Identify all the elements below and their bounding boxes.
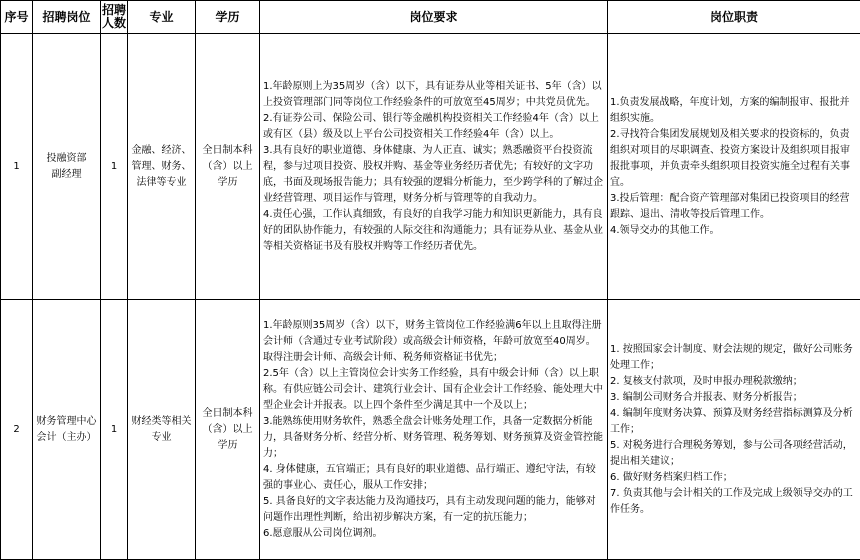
- duty-item: 1. 按照国家会计制度、财会法规的规定，做好公司账务处理工作；: [610, 343, 853, 371]
- cell-requirements: [260, 34, 608, 300]
- duty-item: 3. 编制公司财务合并报表、财务分析报告；: [610, 391, 803, 403]
- cell-position: 财务管理中心会计（主办）: [33, 300, 101, 560]
- header-count-line1: 招聘: [101, 3, 126, 17]
- requirement-item: 1.年龄原则上为35周岁（含）以下，具有证券从业等相关证书、5年（含）以上投资管理部门同等岗位工作经验条件的可放宽至45周岁；中共党员优先。: [263, 80, 602, 108]
- duty-item: 2.寻找符合集团发展规划及相关要求的投资标的，负责组织对项目的尽职调查、投资方案设计及组织项目报审报批事项，并负责牵头组织项目投资实施全过程有关事宜。: [610, 128, 850, 188]
- duty-item: 6. 做好财务档案归档工作；: [610, 471, 733, 483]
- duty-item: 7. 负责其他与会计相关的工作及完成上级领导交办的工作任务。: [610, 487, 853, 515]
- cell-count: 1: [101, 300, 128, 560]
- requirement-item: 3.能熟练使用财务软件，熟悉全盘会计账务处理工作，具备一定数据分析能力，具备财务分析、经营分析、财务管理、税务筹划、财务预算及资金管控能力；: [263, 415, 603, 459]
- requirement-item: 6.愿意服从公司岗位调剂。: [263, 527, 383, 539]
- cell-education: 全日制本科（含）以上学历: [196, 34, 260, 300]
- requirement-item: 2.5年（含）以上主管岗位会计实务工作经验，具有中级会计师（含）以上职称。有供应链公司会计、建筑行业会计、国有企业会计工作经验、能处理大中型企业会计并报表。以上四个条件至少满足其中一个及以上；: [263, 367, 603, 411]
- header-no: 序号: [1, 1, 33, 34]
- requirement-item: 1.年龄原则35周岁（含）以下，财务主管岗位工作经验满6年以上且取得注册会计师（含通过专业考试阶段）或高级会计师资格，年龄可放宽至40周岁。取得注册会计师、高级会计师、税务师资格证书优先；: [263, 319, 602, 363]
- header-education: 学历: [196, 1, 260, 34]
- cell-no: 2: [1, 300, 33, 560]
- duty-item: 5. 对税务进行合理税务筹划，参与公司各项经营活动，提出相关建议；: [610, 439, 853, 467]
- duty-item: 3.投后管理：配合资产管理部对集团已投资项目的经营跟踪、退出、清收等投后管理工作。: [610, 192, 850, 220]
- header-count: [101, 1, 128, 34]
- duty-item: 1.负责发展战略，年度计划，方案的编制报审、报批并组织实施。: [610, 96, 850, 124]
- header-count-line2: 人数: [101, 16, 126, 30]
- header-major: 专业: [128, 1, 196, 34]
- cell-count: 1: [101, 34, 128, 300]
- cell-education: 全日制本科（含）以上学历: [196, 300, 260, 560]
- requirement-item: 3.具有良好的职业道德、身体健康、为人正直、诚实；熟悉融资平台投资流程，参与过项目投资、股权并购、基金等业务经历者优先；有较好的文字功底，书面及现场报告能力；具有较强的逻辑分析能力，至少跨学科的了解过企业经营管理、项目运作与管理，财务分析与管理等的自我动力。: [263, 144, 603, 204]
- requirement-item: 4. 身体健康，五官端正；具有良好的职业道德、品行端正、遵纪守法，有较强的事业心、责任心，服从工作安排；: [263, 463, 596, 491]
- table-row: [1, 300, 860, 560]
- header-requirements: 岗位要求: [260, 1, 608, 34]
- cell-major: 财经类等相关专业: [128, 300, 196, 560]
- cell-no: 1: [1, 34, 33, 300]
- requirement-item: 5. 具备良好的文字表达能力及沟通技巧，具有主动发现问题的能力，能够对问题作出理性判断，给出初步解决方案，有一定的抗压能力；: [263, 495, 596, 523]
- cell-position: 投融资部副经理: [33, 34, 101, 300]
- table-row: [1, 34, 860, 300]
- duty-item: 2. 复核支付款项，及时申报办理税款缴纳；: [610, 375, 803, 387]
- header-position: 招聘岗位: [33, 1, 101, 34]
- requirement-item: 2.有证券公司、保险公司、银行等金融机构投资相关工作经验4年（含）以上或有区（县）级及以上平台公司投资相关工作经验4年（含）以上。: [263, 112, 599, 140]
- header-duties: 岗位职责: [608, 1, 860, 34]
- cell-major: 金融、经济、管理、财务、法律等专业: [128, 34, 196, 300]
- duty-item: 4.领导交办的其他工作。: [610, 224, 720, 236]
- cell-duties: [608, 300, 860, 560]
- table-header-row: [1, 1, 860, 34]
- cell-duties: [608, 34, 860, 300]
- requirement-item: 4.责任心强，工作认真细致，有良好的自我学习能力和知识更新能力，具有良好的团队协作能力，有较强的人际交往和沟通能力；具有证券从业、基金从业等相关资格证书及有股权并购等工作经历者优先。: [263, 208, 603, 252]
- cell-requirements: [260, 300, 608, 560]
- duty-item: 4. 编制年度财务决算、预算及财务经营指标测算及分析工作；: [610, 407, 853, 435]
